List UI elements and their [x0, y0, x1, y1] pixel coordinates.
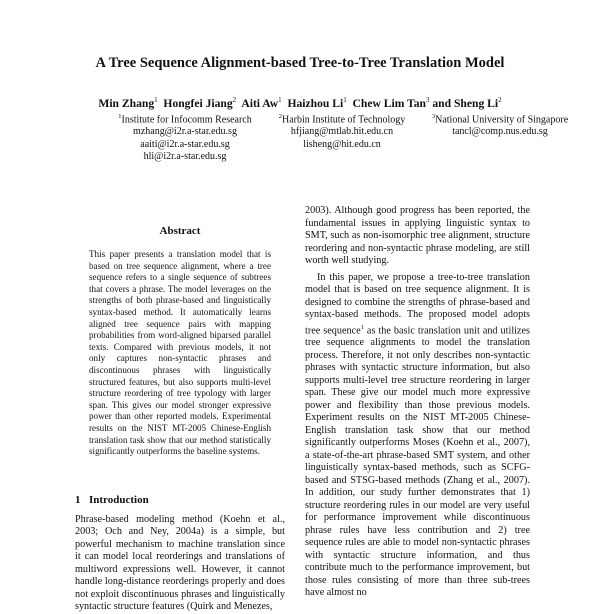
section-number: 1 [75, 493, 81, 506]
left-column [75, 225, 285, 614]
author-email: mzhang@i2r.a-star.edu.sg [133, 126, 237, 138]
author-name: and Sheng Li [432, 96, 499, 110]
affiliation-name [405, 111, 595, 126]
author-name: Haizhou Li [287, 96, 344, 110]
affiliation-mark: 1 [118, 113, 122, 120]
paragraph: Phrase-based modeling method (Koehn et al., 2003; Och and Ney, 2004a) is a simple, but powerful mechanism to machine translation since it can model local reorderings and translations of multiword expressions well. However, it cannot handle long-distance reorderings properly and does not exploit discontinuous phrases and linguistically syntactic structure features (Quirk and Menezes, [75, 513, 285, 613]
author-list [0, 96, 600, 110]
affiliation-label: National University of Singapore [435, 114, 569, 126]
affiliation-label: Institute for Infocomm Research [121, 114, 252, 126]
body-text [305, 205, 530, 600]
author-email: hfjiang@mtlab.hit.edu.cn [290, 126, 394, 138]
author-email: tancl@comp.nus.edu.sg [452, 126, 548, 138]
affiliation-block [405, 111, 595, 139]
author-affiliation-mark: 2 [232, 96, 237, 104]
author-name: Min Zhang [98, 96, 155, 110]
author-name: Hongfei Jiang [163, 96, 233, 110]
affiliation-block [262, 111, 422, 151]
paragraph-text: as the basic translation unit and utilizes tree sequence alignments to model the translation process. Therefore, it not only describes non-syntactic phrases with syntactic structure information, but also supports multi-level tree structure reordering in larger span. These give our model much more expressive power and flexibility than those previous models. Experiment results on the NIST MT-2005 Chinese-English translation task show that our method significantly outperforms Moses (Koehn et al., 2007), a state-of-the-art phrase-based SMT system, and other linguistically syntax-based methods, such as SCFG-based and STSG-based methods (Zhang et al., 2007). In addition, our study further demonstrates that 1) structure reordering rules in our model are very useful for performance improvement while discontinuous phrase rules have less contribution and 2) tree sequence rules are able to model non-syntactic phrases with syntactic structure information, and thus contribute much to the performance improvement, but those rules consisting of more than three sub-trees have almost no [305, 324, 530, 599]
author-name: Chew Lim Tan [352, 96, 426, 110]
author-email: hli@i2r.a-star.edu.sg [143, 150, 227, 162]
author-email: lisheng@hit.edu.cn [303, 138, 381, 150]
paragraph [305, 272, 530, 600]
author-affiliation-mark: 1 [343, 96, 347, 104]
author-affiliation-mark: 2 [498, 96, 502, 104]
section-heading [75, 494, 285, 506]
paper-title: A Tree Sequence Alignment-based Tree-to-Tree Translation Model [95, 55, 505, 71]
author-affiliation-mark: 1 [154, 96, 158, 104]
introduction-text [75, 514, 285, 614]
affiliation-mark: 2 [278, 113, 282, 120]
author-affiliation-mark: 3 [425, 96, 430, 104]
author-name: Aiti Aw [241, 96, 279, 110]
section-title: Introduction [89, 493, 149, 506]
affiliation-mark: 3 [431, 113, 436, 120]
paragraph-text: In this paper, we propose a tree-to-tree translation model that is based on tree sequence alignment. It is designed to combine the strengths of phrase-based and syntax-based methods. The proposed model adopts tree sequence [305, 271, 530, 336]
affiliation-name [80, 111, 290, 126]
affiliation-name [262, 111, 422, 126]
author-email: aaiti@i2r.a-star.edu.sg [140, 138, 230, 150]
abstract-heading: Abstract [159, 225, 201, 237]
right-column [305, 205, 530, 600]
abstract-text: This paper presents a translation model that is based on tree sequence alignment, where a tree sequence refers to a single sequence of subtrees that covers a phrase. The model leverages on the strengths of both phrase-based and linguistically syntax-based method. It automatically learns aligned tree sequence pairs with mapping probabilities from word-aligned biparsed parallel texts. Compared with previous models, it not only captures non-syntactic phrases and discontinuous phrases with linguistically structured features, but also supports multi-level structure reordering of tree typology with larger span. This gives our model stronger expressive power than other reported models. Experimental results on the NIST MT-2005 Chinese-English translation task show that our method statistically significantly outperforms the baseline systems. [89, 249, 271, 457]
affiliation-block [80, 111, 290, 163]
paragraph: 2003). Although good progress has been reported, the fundamental issues in applying linguistic syntax to SMT, such as non-isomorphic tree alignment, structure reordering and non-syntactic phrase modeling, are still worth well studying. [305, 205, 530, 266]
affiliation-label: Harbin Institute of Technology [281, 114, 406, 126]
footnote-mark: 1 [360, 323, 364, 331]
author-affiliation-mark: 1 [278, 96, 282, 104]
